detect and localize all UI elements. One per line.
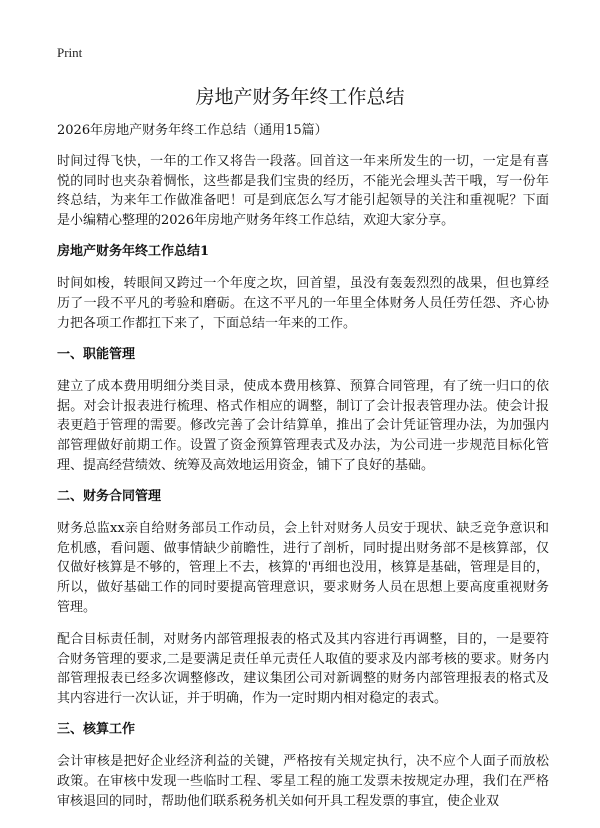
- document-subtitle: 2026年房地产财务年终工作总结（通用15篇）: [57, 123, 328, 138]
- paragraph-contract-management-2: 配合目标责任制，对财务内部管理报表的格式及其内容进行再调整，目的，一是要符合财务管理的要求,二是要满足责任单元责任人取值的要求及内部考核的要求。财务内部管理报表已经多次调整修改，建议集团公司对新调整的财务内部管理报表的格式及其内容进行一次认证，并于明确，作为一定时期内相对稳定的表式。: [57, 632, 549, 706]
- document-body: [57, 122, 549, 824]
- intro-paragraph: 时间过得飞快，一年的工作又将告一段落。回首这一年来所发生的一切，一定是有喜悦的同时也夹杂着惆怅，这些都是我们宝贵的经历，不能光会埋头苦干哦，写一份年终总结，为来年工作做准备吧！可是到底怎么写才能引起领导的关注和重视呢？下面是小编精心整理的2026年房地产财务年终工作总结，欢迎大家分享。: [57, 154, 549, 228]
- print-link[interactable]: Print: [57, 45, 83, 60]
- heading-functional-management: 一、职能管理: [57, 347, 136, 363]
- section-title: 房地产财务年终工作总结1: [57, 244, 210, 260]
- paragraph-accounting-work: 会计审核是把好企业经济利益的关键，严格按有关规定执行，决不应个人面子而放松政策。在审核中发现一些临时工程、零星工程的施工发票未按规定办理，我们在严格审核退回的同时，帮助他们联系税务机关如何开具工程发票的事宜，使企业双: [57, 754, 549, 809]
- paragraph-contract-management-1: 财务总监xx亲自给财务部员工作动员，会上针对财务人员安于现状、缺乏竞争意识和危机感，看问题、做事情缺少前瞻性，进行了剖析，同时提出财务部不是核算部，仅仅做好核算是不够的，管理上不去，核算的'再细也没用，核算是基础，管理是目的，所以，做好基础工作的同时要提高管理意识，要求财务人员在思想上要高度重视财务管理。: [57, 521, 549, 615]
- section-intro-paragraph: 时间如梭，转眼间又跨过一个年度之坎，回首望，虽没有轰轰烈烈的战果，但也算经历了一段不平凡的考验和磨砺。在这不平凡的一年里全体财务人员任劳任怨、齐心协力把各项工作都扛下来了，下面总结一年来的工作。: [57, 276, 549, 331]
- page-title: 房地产财务年终工作总结: [195, 86, 405, 108]
- paragraph-functional-management: 建立了成本费用明细分类目录，使成本费用核算、预算合同管理，有了统一归口的依据。对会计报表进行梳理、格式作相应的调整，制订了会计报表管理办法。使会计报表更趋于管理的需要。修改完善了会计结算单，推出了会计凭证管理办法，为加强内部管理做好前期工作。设置了资金预算管理表式及办法，为公司进一步规范目标化管理、提高经营绩效、统筹及高效地运用资金，铺下了良好的基础。: [57, 379, 549, 473]
- heading-accounting-work: 三、核算工作: [57, 722, 136, 738]
- heading-contract-management: 二、财务合同管理: [57, 489, 162, 505]
